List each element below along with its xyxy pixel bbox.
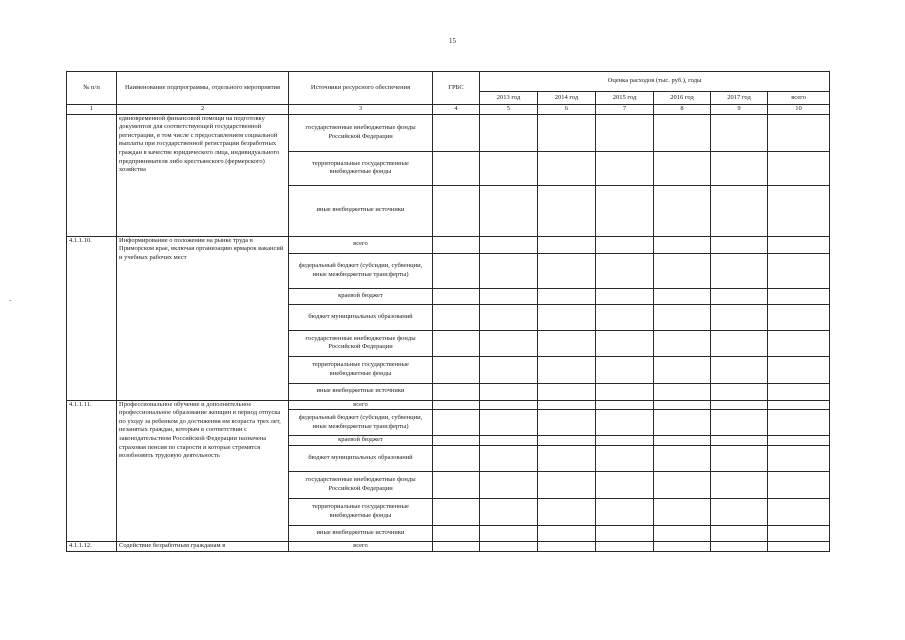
source-label: иные внебюджетные источники [289, 383, 433, 400]
header-year-2017: 2017 год [711, 92, 768, 105]
column-number: 4 [433, 105, 480, 115]
source-label: всего [289, 400, 433, 410]
source-label: иные внебюджетные источники [289, 525, 433, 541]
header-col-estimate: Оценка расходов (тыс. руб.), годы [480, 72, 830, 92]
header-year-2015: 2015 год [596, 92, 654, 105]
header-col-grbs: ГРБС [433, 72, 480, 105]
source-label: федеральный бюджет (субсидии, субвенции, иные межбюджетные трансферты) [289, 410, 433, 436]
column-number: 8 [654, 105, 711, 115]
column-number: 10 [768, 105, 830, 115]
header-year-2014: 2014 год [538, 92, 596, 105]
header-col-num: № п/п [67, 72, 117, 105]
column-number-row [67, 105, 830, 115]
table-row [67, 400, 830, 410]
column-number: 3 [289, 105, 433, 115]
table-row [67, 114, 830, 151]
source-label: территориальные государственные внебюджетные фонды [289, 151, 433, 185]
table-header [67, 72, 830, 115]
source-label: бюджет муниципальных образований [289, 445, 433, 471]
column-number: 1 [67, 105, 117, 115]
item-number: 4.1.1.12. [67, 541, 117, 551]
column-number: 2 [117, 105, 289, 115]
header-col-sources: Источники ресурсного обеспечения [289, 72, 433, 105]
header-year-total: всего [768, 92, 830, 105]
header-year-2016: 2016 год [654, 92, 711, 105]
source-label: краевой бюджет [289, 288, 433, 304]
source-label: государственные внебюджетные фонды Российской Федерации [289, 471, 433, 498]
expenditure-table [66, 71, 830, 552]
table-row [67, 236, 830, 253]
column-number: 7 [596, 105, 654, 115]
item-name: Профессиональное обучение и дополнительное профессиональное образование женщин в период отпуска по уходу за ребенком до достижения им возраста трех лет, незанятых граждан, которым в соответствии с законодательством Российской Федерации назначена страховая пенсия по старости и которые стремятся возобновить трудовую деятельность [117, 400, 289, 541]
source-label: краевой бюджет [289, 436, 433, 446]
source-label: территориальные государственные внебюджетные фонды [289, 498, 433, 525]
source-label: бюджет муниципальных образований [289, 304, 433, 330]
source-label: государственные внебюджетные фонды Российской Федерации [289, 330, 433, 356]
header-col-name: Наименование подпрограммы, отдельного мероприятия [117, 72, 289, 105]
column-number: 6 [538, 105, 596, 115]
source-label: федеральный бюджет (субсидии, субвенции, иные межбюджетные трансферты) [289, 253, 433, 288]
item-name: Содействие безработным гражданам в [117, 541, 289, 551]
source-label: территориальные государственные внебюджетные фонды [289, 356, 433, 383]
column-number: 5 [480, 105, 538, 115]
item-number: 4.1.1.11. [67, 400, 117, 541]
column-number: 9 [711, 105, 768, 115]
source-label: всего [289, 236, 433, 253]
source-label: государственные внебюджетные фонды Российской Федерации [289, 114, 433, 151]
source-label: иные внебюджетные источники [289, 185, 433, 236]
table-row [67, 541, 830, 551]
item-name: единовременной финансовой помощи на подготовку документов для соответствующей государственной регистрации, в том числе с предоставлением социальной выплаты при государственной регистрации безработных граждан в качестве юридического лица, индивидуального предпринимателя либо крестьянского (фермерского) хозяйства [117, 114, 289, 236]
header-year-2013: 2013 год [480, 92, 538, 105]
item-number [67, 114, 117, 236]
margin-mark: - [9, 296, 12, 304]
page-number: 15 [449, 37, 456, 45]
item-number: 4.1.1.10. [67, 236, 117, 400]
item-name: Информирование о положении на рынке труда в Приморском крае, включая организацию ярмарок вакансий и учебных рабочих мест [117, 236, 289, 400]
source-label: всего [289, 541, 433, 551]
